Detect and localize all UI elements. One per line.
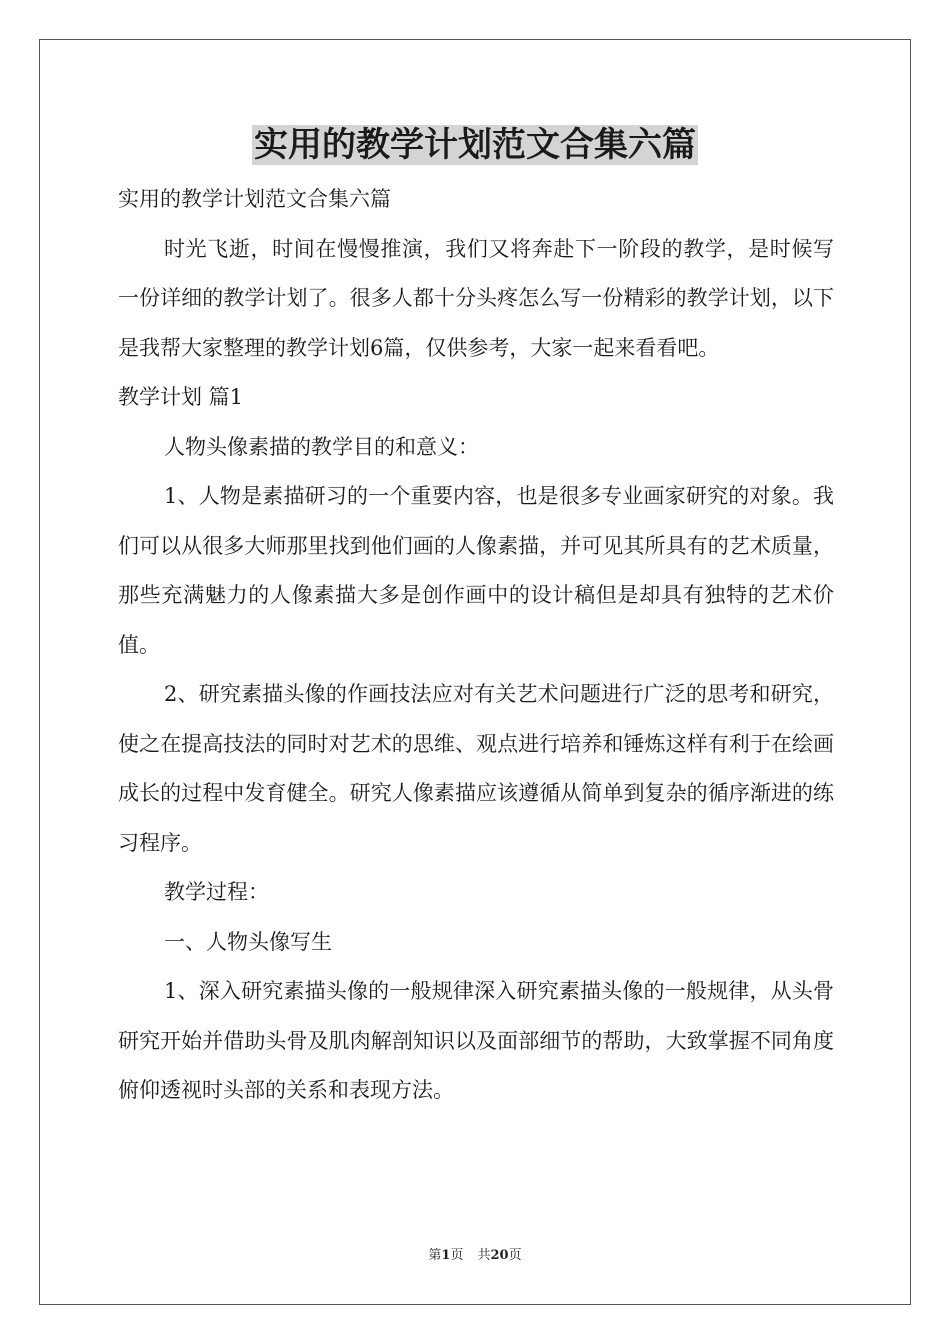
intro-paragraph: 时光飞逝，时间在慢慢推演，我们又将奔赴下一阶段的教学，是时候写一份详细的教学计划了。很多人都十分头疼怎么写一份精彩的教学计划，以下是我帮大家整理的教学计划6篇，仅供参考，大家一起来看看吧。: [118, 236, 834, 360]
total-prefix: 共: [477, 1248, 491, 1263]
page-prefix: 第: [428, 1248, 442, 1263]
page-total: 20: [490, 1248, 509, 1263]
page-number: 1: [441, 1248, 451, 1263]
document-body: [118, 175, 834, 1116]
section-heading-1: 教学计划 篇1: [118, 385, 244, 409]
purpose-heading: 人物头像素描的教学目的和意义：: [164, 434, 479, 459]
purpose-paragraph-2: 2、研究素描头像的作画技法应对有关艺术问题进行广泛的思考和研究，使之在提高技法的同时对艺术的思维、观点进行培养和锤炼这样有利于在绘画成长的过程中发育健全。研究人像素描应该遵循从简单到复杂的循序渐进的练习程序。: [118, 682, 834, 855]
total-suffix: 页: [508, 1248, 522, 1263]
page-footer: [0, 1246, 950, 1266]
process-paragraph-1: 1、深入研究素描头像的一般规律深入研究素描头像的一般规律，从头骨研究开始并借助头骨及肌肉解剖知识以及面部细节的帮助，大致掌握不同角度俯仰透视时头部的关系和表现方法。: [118, 979, 834, 1102]
document-title-text: 实用的教学计划范文合集六篇: [254, 125, 696, 165]
document-title: [0, 122, 950, 168]
page-suffix: 页: [450, 1248, 464, 1263]
process-heading: 教学过程：: [164, 880, 269, 904]
document-subtitle: 实用的教学计划范文合集六篇: [118, 187, 391, 211]
purpose-paragraph-1: 1、人物是素描研习的一个重要内容，也是很多专业画家研究的对象。我们可以从很多大师那里找到他们画的人像素描，并可见其所具有的艺术质量，那些充满魅力的人像素描大多是创作画中的设计稿但是却具有独特的艺术价值。: [118, 484, 834, 657]
process-subheading: 一、人物头像写生: [164, 929, 332, 954]
